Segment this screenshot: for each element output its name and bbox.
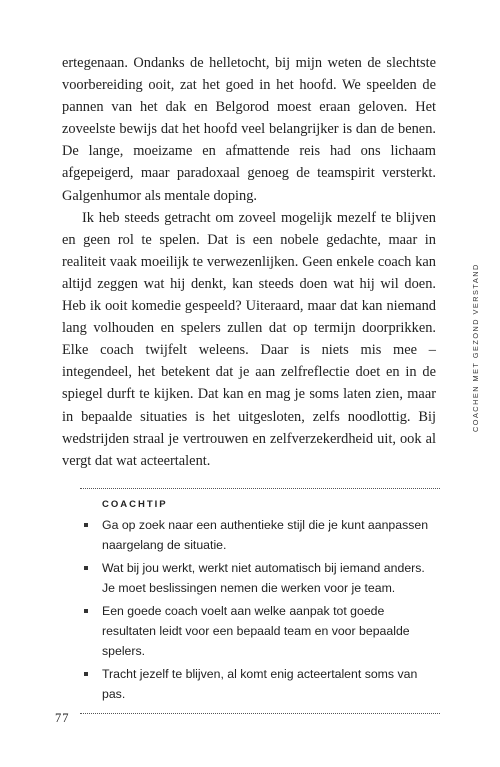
coachtip-title: COACHTIP xyxy=(102,499,168,510)
page-number: 77 xyxy=(55,711,70,725)
bottom-dotted-divider xyxy=(80,713,440,714)
running-header: COACHEN MET GEZOND VERSTAND xyxy=(471,263,480,432)
coachtip-item-text: Tracht jezelf te blijven, al komt enig acteertalent soms van pas. xyxy=(102,667,418,701)
coachtip-list xyxy=(80,515,440,704)
coachtip-item-text: Ga op zoek naar een authentieke stijl die je kunt aanpassen naargelang de situatie. xyxy=(102,518,429,552)
top-dotted-divider xyxy=(80,488,440,489)
coachtip-item xyxy=(80,558,440,598)
square-bullet-icon xyxy=(84,672,88,676)
paragraph: ertegenaan. Ondanks de helletocht, bij mijn weten de slechtste voorbereiding ooit, zat het goed in het hoofd. We speelden de pannen van het dak en Belgorod moest eraan geloven. Het zoveelste bewijs dat het hoofd veel belangrijker is dan de benen. De lange, moeizame en afmattende reis had ons lichaam afgepeigerd, maar paradoxaal genoeg de teamspirit versterkt. Galgenhumor als mentale doping. xyxy=(62,55,436,204)
coachtip-item-text: Wat bij jou werkt, werkt niet automatisch bij iemand anders. Je moet beslissingen nemen die werken voor je team. xyxy=(102,561,425,595)
coachtip-item-text: Een goede coach voelt aan welke aanpak tot goede resultaten leidt voor een bepaald team en voor bepaalde spelers. xyxy=(102,604,410,658)
paragraph: Ik heb steeds getracht om zoveel mogelijk mezelf te blijven en geen rol te spelen. Dat is een nobele gedachte, maar in realiteit vaak moeilijk te verwezenlijken. Geen enkele coach kan altijd zeggen wat hij denkt, kan steeds doen wat hij wil doen. Heb ik ooit komedie gespeeld? Uiteraard, maar dat kan niemand lang volhouden en spelers zullen dat op termijn doorprikken. Elke coach twijfelt weleens. Daar is niets mis mee – integendeel, het betekent dat je aan zelfreflectie doet en in de spiegel durft te kijken. Dat kan en mag je soms laten zien, maar in bepaalde situaties is het uitgesloten, zelfs noodlottig. Bij wedstrijden straal je vertrouwen en zelfverzekerdheid uit, ook al vergt dat wat acteertalent. xyxy=(62,209,436,469)
body-text xyxy=(62,52,436,472)
coachtip-item xyxy=(80,515,440,555)
square-bullet-icon xyxy=(84,566,88,570)
coachtip-item xyxy=(80,601,440,661)
coachtip-item xyxy=(80,664,440,704)
square-bullet-icon xyxy=(84,523,88,527)
coachtip-box xyxy=(80,488,440,714)
square-bullet-icon xyxy=(84,609,88,613)
